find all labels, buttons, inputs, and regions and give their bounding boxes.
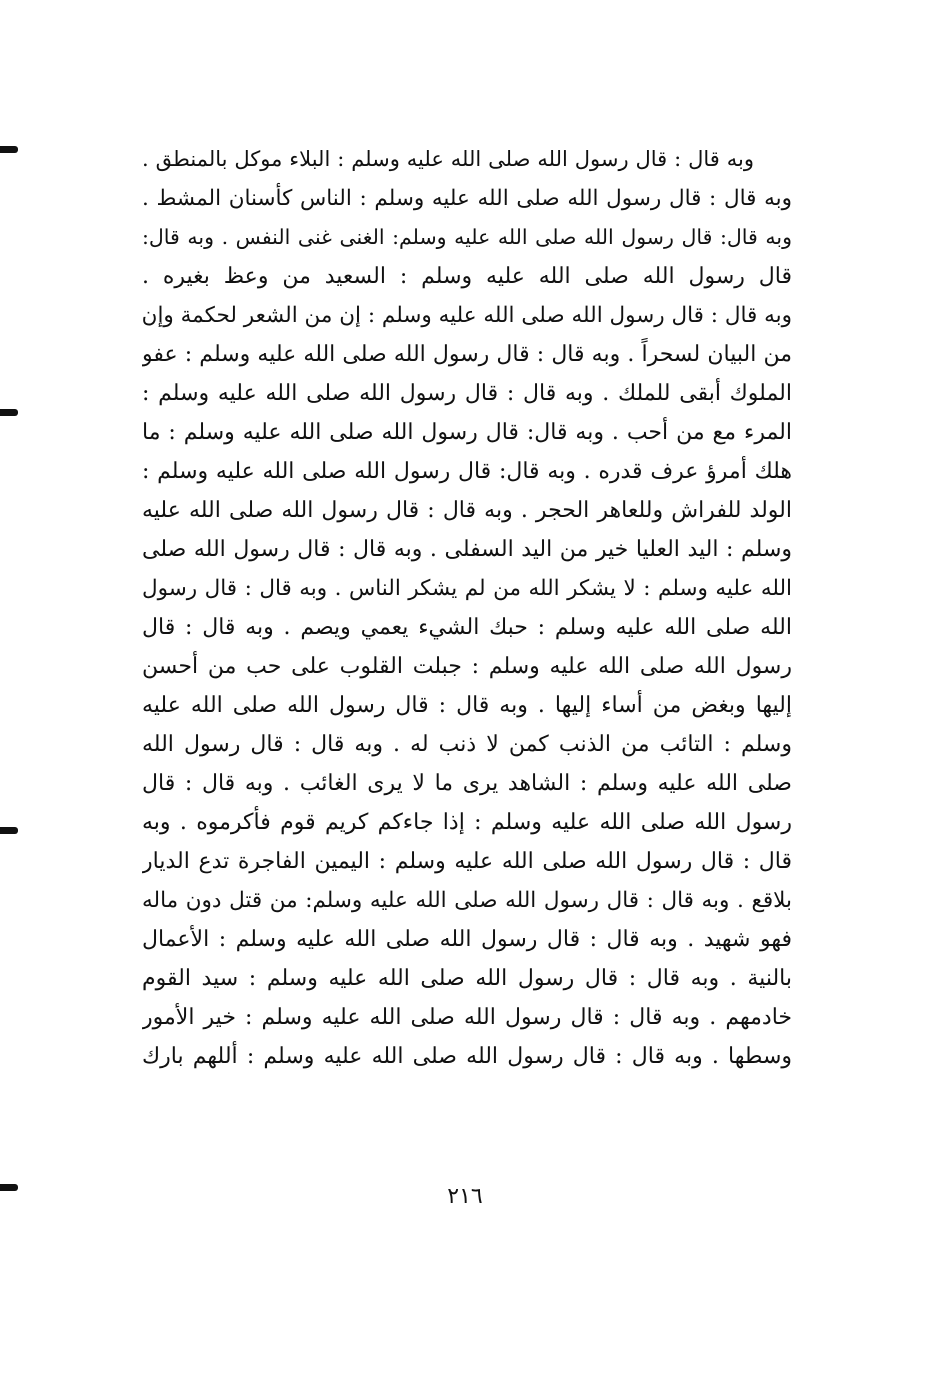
page-number: ٢١٦ (447, 1184, 483, 1209)
text-line: رسول الله صلى الله عليه وسلم : جبلت القلوب على حب من أحسن (142, 654, 792, 679)
text-line: وبه قال : قال رسول الله صلى الله عليه وسلم : إن من الشعر لحكمة وإن (142, 303, 792, 328)
margin-mark (0, 146, 18, 153)
text-line: خادمهم . وبه قال : قال رسول الله صلى الله عليه وسلم : خير الأمور (142, 1005, 792, 1030)
margin-mark (0, 827, 18, 834)
text-line: وسلم : التائب من الذنب كمن لا ذنب له . وبه قال : قال رسول الله (142, 732, 792, 757)
text-line: وبه قال : قال رسول الله صلى الله عليه وسلم : الناس كأسنان المشط . (142, 186, 792, 211)
text-line: وسطها . وبه قال : قال رسول الله صلى الله عليه وسلم : أللهم بارك (142, 1044, 792, 1069)
text-line: إليها وبغض من أساء إليها . وبه قال : قال رسول الله صلى الله عليه (142, 693, 792, 718)
text-line: المرء مع من أحب . وبه قال: قال رسول الله صلى الله عليه وسلم : ما (142, 420, 792, 445)
text-line: صلى الله عليه وسلم : الشاهد يرى ما لا يرى الغائب . وبه قال : قال (142, 771, 792, 796)
text-line: قال رسول الله صلى الله عليه وسلم : السعيد من وعظ بغيره . (142, 264, 792, 289)
text-line: قال : قال رسول الله صلى الله عليه وسلم : اليمين الفاجرة تدع الديار (142, 849, 792, 874)
text-line: وبه قال: قال رسول الله صلى الله عليه وسلم: الغنى غنى النفس . وبه قال: (142, 225, 792, 249)
text-line: رسول الله صلى الله عليه وسلم : إذا جاءكم كريم قوم فأكرموه . وبه (142, 810, 792, 835)
text-line: الولد للفراش وللعاهر الحجر . وبه قال : قال رسول الله صلى الله عليه (142, 498, 792, 523)
text-line: هلك أمرؤ عرف قدره . وبه قال: قال رسول الله صلى الله عليه وسلم : (142, 459, 792, 484)
text-line: بالنية . وبه قال : قال رسول الله صلى الله عليه وسلم : سيد القوم (142, 966, 792, 991)
text-line: الله عليه وسلم : لا يشكر الله من لم يشكر الناس . وبه قال : قال رسول (142, 576, 792, 601)
margin-mark (0, 409, 18, 416)
text-line: الله صلى الله عليه وسلم : حبك الشيء يعمي ويصم . وبه قال : قال (142, 615, 792, 640)
text-line: بلاقع . وبه قال : قال رسول الله صلى الله عليه وسلم: من قتل دون ماله (142, 888, 792, 913)
text-line: وبه قال : قال رسول الله صلى الله عليه وسلم : البلاء موكل بالمنطق . (142, 147, 754, 171)
text-line: وسلم : اليد العليا خير من اليد السفلى . وبه قال : قال رسول الله صلى (142, 537, 792, 562)
text-line: الملوك أبقى للملك . وبه قال : قال رسول الله صلى الله عليه وسلم : (142, 381, 792, 406)
margin-mark (0, 1184, 18, 1191)
text-line: فهو شهيد . وبه قال : قال رسول الله صلى الله عليه وسلم : الأعمال (142, 927, 792, 952)
text-line: من البيان لسحراً . وبه قال : قال رسول الله صلى الله عليه وسلم : عفو (142, 342, 792, 367)
body-text (142, 140, 792, 1076)
